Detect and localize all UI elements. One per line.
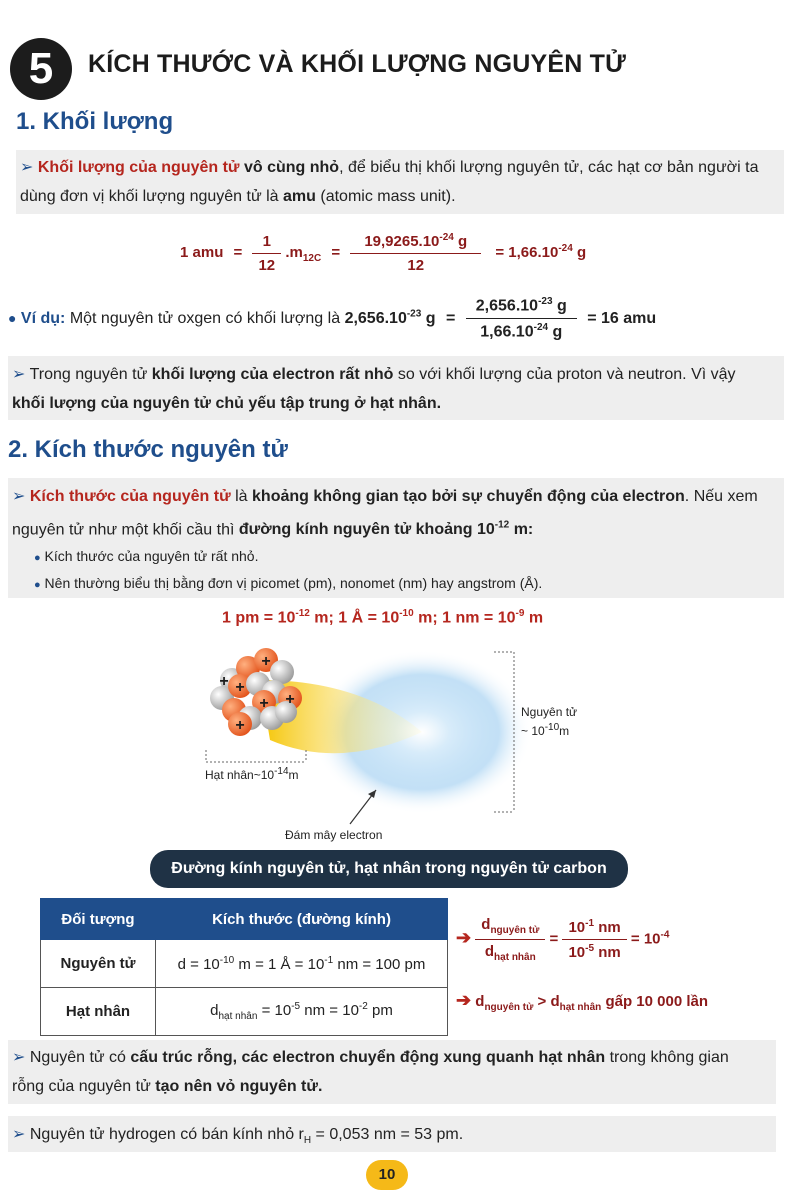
row1-exp1: -10 [219, 954, 235, 966]
mass-sub: 12 [302, 252, 314, 264]
structure-text [12, 1043, 776, 1101]
size-text-2: . Nếu xem [684, 488, 758, 505]
frac-num-exp: -24 [439, 232, 454, 243]
ratio-d: d [481, 916, 491, 933]
size-bullet-1-text: Kích thước của nguyên tử rất nhỏ. [44, 548, 259, 564]
nucleus-label: Hạt nhân~10 [205, 768, 275, 782]
ratio-num-exp: -1 [585, 918, 595, 929]
formula-eq-2: = [331, 243, 341, 261]
ratio-d: d [475, 993, 485, 1010]
atom-size-unit: m [559, 724, 570, 738]
ratio-result: = 10 [630, 930, 661, 948]
plus-sign: + [235, 679, 245, 696]
intro-text-3: (atomic mass unit). [320, 188, 456, 205]
intro-text-1: , để biểu thị khối lượng nguyên tử, các hạt cơ bản người ta [339, 159, 759, 176]
electron-cloud-label: Đám mây electron [285, 828, 383, 842]
size-bullets [34, 544, 542, 598]
intro-text-2: dùng đơn vị khối lượng nguyên tử là [20, 188, 279, 205]
units-b-exp: -10 [399, 608, 414, 619]
note-text-2: so với khối lượng của proton và neutron. Vì vậy [397, 366, 736, 383]
triangle-bullet-icon: ➢ [12, 1049, 26, 1066]
ratio-den: 10 [568, 944, 586, 961]
ratio-symbol-fraction [475, 916, 545, 963]
frac-den-2: 12 [407, 257, 425, 274]
size-bullet-2 [34, 571, 542, 598]
row2-end: pm [372, 1002, 393, 1019]
nucleus-exp: -14 [274, 766, 289, 777]
table-cell-label: Nguyên tử [41, 940, 156, 988]
mass-subsub: C [313, 252, 322, 264]
bold-very-small: vô cùng nhỏ [243, 159, 340, 176]
atom-size: ~ 10 [521, 724, 545, 738]
table-cell-value [156, 988, 448, 1036]
table-header-row [41, 899, 448, 940]
hydrogen-sub: H [303, 1135, 312, 1147]
example-num: 2,656.10 [475, 297, 539, 315]
units-c-exp: -9 [515, 608, 525, 619]
row1-end: nm = 100 pm [337, 955, 426, 973]
example-value-exp: -23 [406, 308, 422, 320]
atom-diagram [190, 640, 590, 850]
carbon-banner: Đường kính nguyên tử, hạt nhân trong nguyên tử carbon [150, 850, 628, 888]
ratio-num: 10 [568, 919, 586, 936]
example-num-unit: g [556, 297, 567, 315]
triangle-bullet-icon: ➢ [12, 366, 26, 383]
atom-size-exp: -10 [544, 722, 560, 733]
highlight-atom-mass: Khối lượng của nguyên tử [37, 159, 240, 176]
ratio-d: d [484, 943, 495, 960]
fraction-1-12 [252, 233, 281, 274]
triangle-bullet-icon: ➢ [12, 488, 26, 505]
example-den-exp: -24 [533, 322, 549, 334]
example-text: Một nguyên tử oxgen có khối lượng là [69, 310, 341, 328]
example-label: Ví dụ: [20, 310, 66, 328]
units-a-exp: -12 [295, 608, 310, 619]
triangle-bullet-icon: ➢ [20, 159, 34, 176]
row2-mid: = 10 [261, 1002, 292, 1019]
plus-sign: + [261, 653, 271, 670]
ratio-sub-nuc: hạt nhân [559, 1002, 602, 1013]
row1-mid: m = 1 Å = 10 [238, 955, 325, 973]
ratio-eq: = [549, 930, 559, 948]
size-bold-1: khoảng không gian tạo bởi sự chuyển động của electron [252, 488, 685, 505]
table-header: Đối tượng [41, 899, 156, 940]
units-a-end: m; 1 Å = 10 [314, 609, 400, 627]
frac-den: 12 [258, 256, 276, 274]
ratio-sub-atom: nguyên tử [490, 925, 540, 936]
ratio-formula [456, 916, 669, 963]
example-fraction [466, 296, 577, 342]
arrow-right-icon: ➔ [456, 990, 472, 1010]
atom-label: Nguyên tử [521, 705, 578, 719]
ratio-den-exp: -5 [585, 943, 595, 954]
table-cell-label: Hạt nhân [41, 988, 156, 1036]
note-text-electron [12, 360, 782, 418]
intro-text-size [12, 482, 782, 544]
hydrogen-text [12, 1120, 776, 1155]
units-c-end: m [528, 609, 544, 627]
dot-bullet-icon: ● [34, 579, 41, 591]
section-number-badge: 5 [10, 38, 72, 100]
structure-t1: Nguyên tử có [29, 1049, 126, 1066]
table-header: Kích thước (đường kính) [156, 899, 448, 940]
size-table [40, 898, 448, 1036]
frac-num: 1 [252, 233, 281, 254]
structure-b2: tạo nên vỏ nguyên tử. [155, 1078, 323, 1095]
plus-sign: + [219, 673, 229, 690]
highlight-atom-size: Kích thước của nguyên tử [29, 488, 231, 505]
size-bold-2-end: m: [513, 521, 534, 539]
row2-sub: hạt nhân [218, 1011, 258, 1022]
size-text-3: nguyên tử như một khối cầu thì [12, 521, 235, 539]
arrow-right-icon: ➔ [456, 927, 472, 948]
dot-bullet-icon: ● [8, 310, 17, 327]
example-value: 2,656.10 [344, 310, 407, 328]
formula-lhs: 1 amu [180, 243, 224, 261]
mass-symbol: .m [285, 243, 303, 261]
row2-exp1: -5 [291, 1001, 301, 1012]
size-bold-2: đường kính nguyên tử khoảng 10 [238, 521, 495, 539]
size-text-1: là [235, 488, 248, 505]
hydrogen-t2: = 0,053 nm = 53 pm. [315, 1126, 464, 1143]
example-den-unit: g [552, 323, 563, 341]
structure-t3: rỗng của nguyên tử [12, 1078, 151, 1095]
ratio-sub-nuc: hạt nhân [494, 952, 536, 963]
heading-khoi-luong: 1. Khối lượng [16, 108, 174, 135]
example-value-unit: g [425, 310, 436, 328]
example-result: = 16 amu [587, 310, 657, 328]
size-bullet-2-text: Nên thường biểu thị bằng đơn vị picomet (pm), nonomet (nm) hay angstrom (Å). [44, 575, 543, 591]
atom-size-label [521, 704, 577, 739]
ratio-value-fraction [562, 918, 626, 961]
plus-sign: + [235, 717, 245, 734]
ratio-num-unit: nm [598, 919, 621, 936]
ratio-sub-atom: nguyên tử [484, 1002, 534, 1013]
plus-sign: + [285, 691, 295, 708]
row1-value: d = 10 [177, 955, 220, 973]
heading-kich-thuoc: 2. Kích thước nguyên tử [8, 436, 288, 463]
ratio-den-unit: nm [598, 944, 621, 961]
hydrogen-t1: Nguyên tử hydrogen có bán kính nhỏ r [29, 1126, 304, 1143]
row2-d: d [210, 1002, 219, 1019]
structure-t2: trong không gian [609, 1049, 729, 1066]
example-line [8, 296, 656, 342]
units-a: 1 pm = 10 [222, 609, 296, 627]
note-bold-1: khối lượng của electron rất nhỏ [151, 366, 394, 383]
amu-formula [180, 232, 586, 274]
ratio-gt: > [537, 993, 547, 1010]
formula-result: = 1,66.10 [495, 243, 559, 261]
section-title: KÍCH THƯỚC VÀ KHỐI LƯỢNG NGUYÊN TỬ [88, 50, 627, 78]
ratio-result-exp: -4 [660, 929, 670, 941]
table-row [41, 988, 448, 1036]
bold-amu: amu [283, 188, 316, 205]
ratio-d: d [550, 993, 560, 1010]
formula-result-unit: g [576, 243, 587, 261]
note-bold-2: khối lượng của nguyên tử chủ yếu tập trung ở hạt nhân. [12, 395, 442, 412]
plus-sign: + [259, 695, 269, 712]
structure-b1: cấu trúc rỗng, các electron chuyển động xung quanh hạt nhân [130, 1049, 606, 1066]
nucleus-unit: m [288, 768, 299, 782]
note-text-1: Trong nguyên tử [29, 366, 148, 383]
ratio-conclusion-text: gấp 10 000 lần [605, 993, 709, 1010]
dot-bullet-icon: ● [34, 552, 41, 564]
units-b-end: m; 1 nm = 10 [418, 609, 516, 627]
ratio-conclusion [456, 990, 708, 1013]
nucleus-size-label [205, 766, 299, 782]
row1-exp2: -1 [324, 954, 334, 966]
frac-num-value: 19,9265.10 [364, 233, 440, 250]
frac-num-unit: g [458, 233, 468, 250]
example-eq: = [445, 310, 456, 328]
triangle-bullet-icon: ➢ [12, 1126, 26, 1143]
example-num-exp: -23 [538, 296, 553, 307]
formula-result-exp: -24 [558, 242, 573, 254]
units-conversion [222, 608, 543, 627]
row2-mid2: nm = 10 [304, 1002, 359, 1019]
size-bullet-1 [34, 544, 542, 571]
intro-text-mass [20, 153, 780, 211]
example-den: 1,66.10 [480, 323, 534, 341]
table-row [41, 940, 448, 988]
row2-exp2: -2 [358, 1001, 368, 1012]
formula-eq: = [233, 243, 243, 261]
size-bold-2-exp: -12 [494, 520, 510, 531]
table-cell-value [156, 940, 448, 988]
fraction-mass-c12 [350, 232, 481, 274]
page-number: 10 [366, 1160, 408, 1190]
